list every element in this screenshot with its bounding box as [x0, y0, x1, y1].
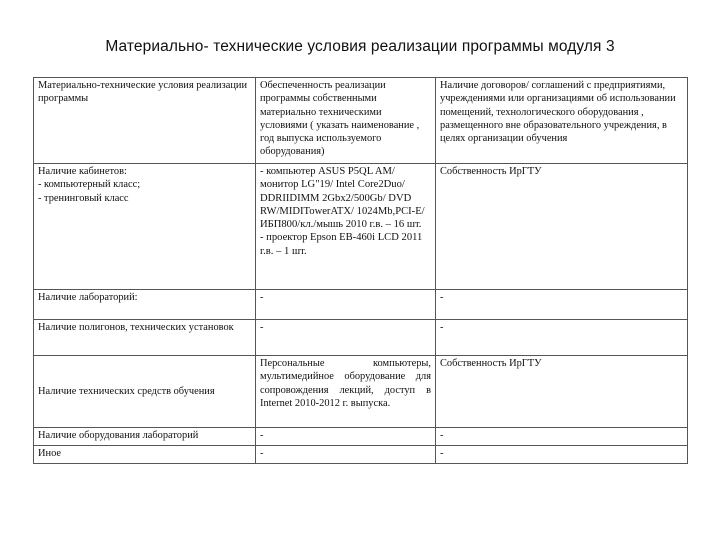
table-row	[34, 78, 688, 164]
table-cell: Обеспеченность реализации программы собственными материально техническими условиями ( указать наименование , год выпуска используемого оборудования)	[256, 78, 436, 164]
table-cell: Иное	[34, 446, 256, 464]
table-cell: -	[256, 446, 436, 464]
table-cell: Наличие полигонов, технических установок	[34, 320, 256, 356]
table-cell: -	[436, 320, 688, 356]
table-cell: Наличие лабораторий:	[34, 290, 256, 320]
table-cell: -	[436, 428, 688, 446]
table-cell: -	[256, 428, 436, 446]
table-row	[34, 356, 688, 428]
table-cell: - компьютер ASUS P5QL AM/ монитор LG"19/ Intel Core2Duo/ DDRIIDIMM 2Gbx2/500Gb/ DVD RW/MIDITowerATX/ 1024Mb,PCI-E/ ИБП800/кл./мышь 2010 г.в. – 16 шт. - проектор Epson EB-460i LCD 2011 г.в. – 1 шт.	[256, 164, 436, 290]
table-cell: -	[436, 446, 688, 464]
table-cell: -	[436, 290, 688, 320]
table-cell: Собственность ИрГТУ	[436, 164, 688, 290]
slide-title: Материально- технические условия реализации программы модуля 3	[105, 38, 615, 55]
table-cell: Наличие оборудования лабораторий	[34, 428, 256, 446]
table-row	[34, 164, 688, 290]
table-cell: Наличие кабинетов: - компьютерный класс; - тренинговый класс	[34, 164, 256, 290]
table-cell: Персональные компьютеры, мультимедийное оборудование для сопровождения лекций, доступ в Internet 2010-2012 г. выпуска.	[256, 356, 436, 428]
table-cell: -	[256, 320, 436, 356]
conditions-table	[33, 77, 688, 464]
table-row	[34, 290, 688, 320]
table-row	[34, 320, 688, 356]
table-row	[34, 446, 688, 464]
table-cell: Материально-технические условия реализации программы	[34, 78, 256, 164]
table-row	[34, 428, 688, 446]
table-cell: Наличие технических средств обучения	[34, 356, 256, 428]
table-cell: Наличие договоров/ соглашений с предприятиями, учреждениями или организациями об использовании помещений, технологического оборудования , размещенного вне образовательного учреждения, в целях организации обучения	[436, 78, 688, 164]
table-cell: -	[256, 290, 436, 320]
table-cell: Собственность ИрГТУ	[436, 356, 688, 428]
